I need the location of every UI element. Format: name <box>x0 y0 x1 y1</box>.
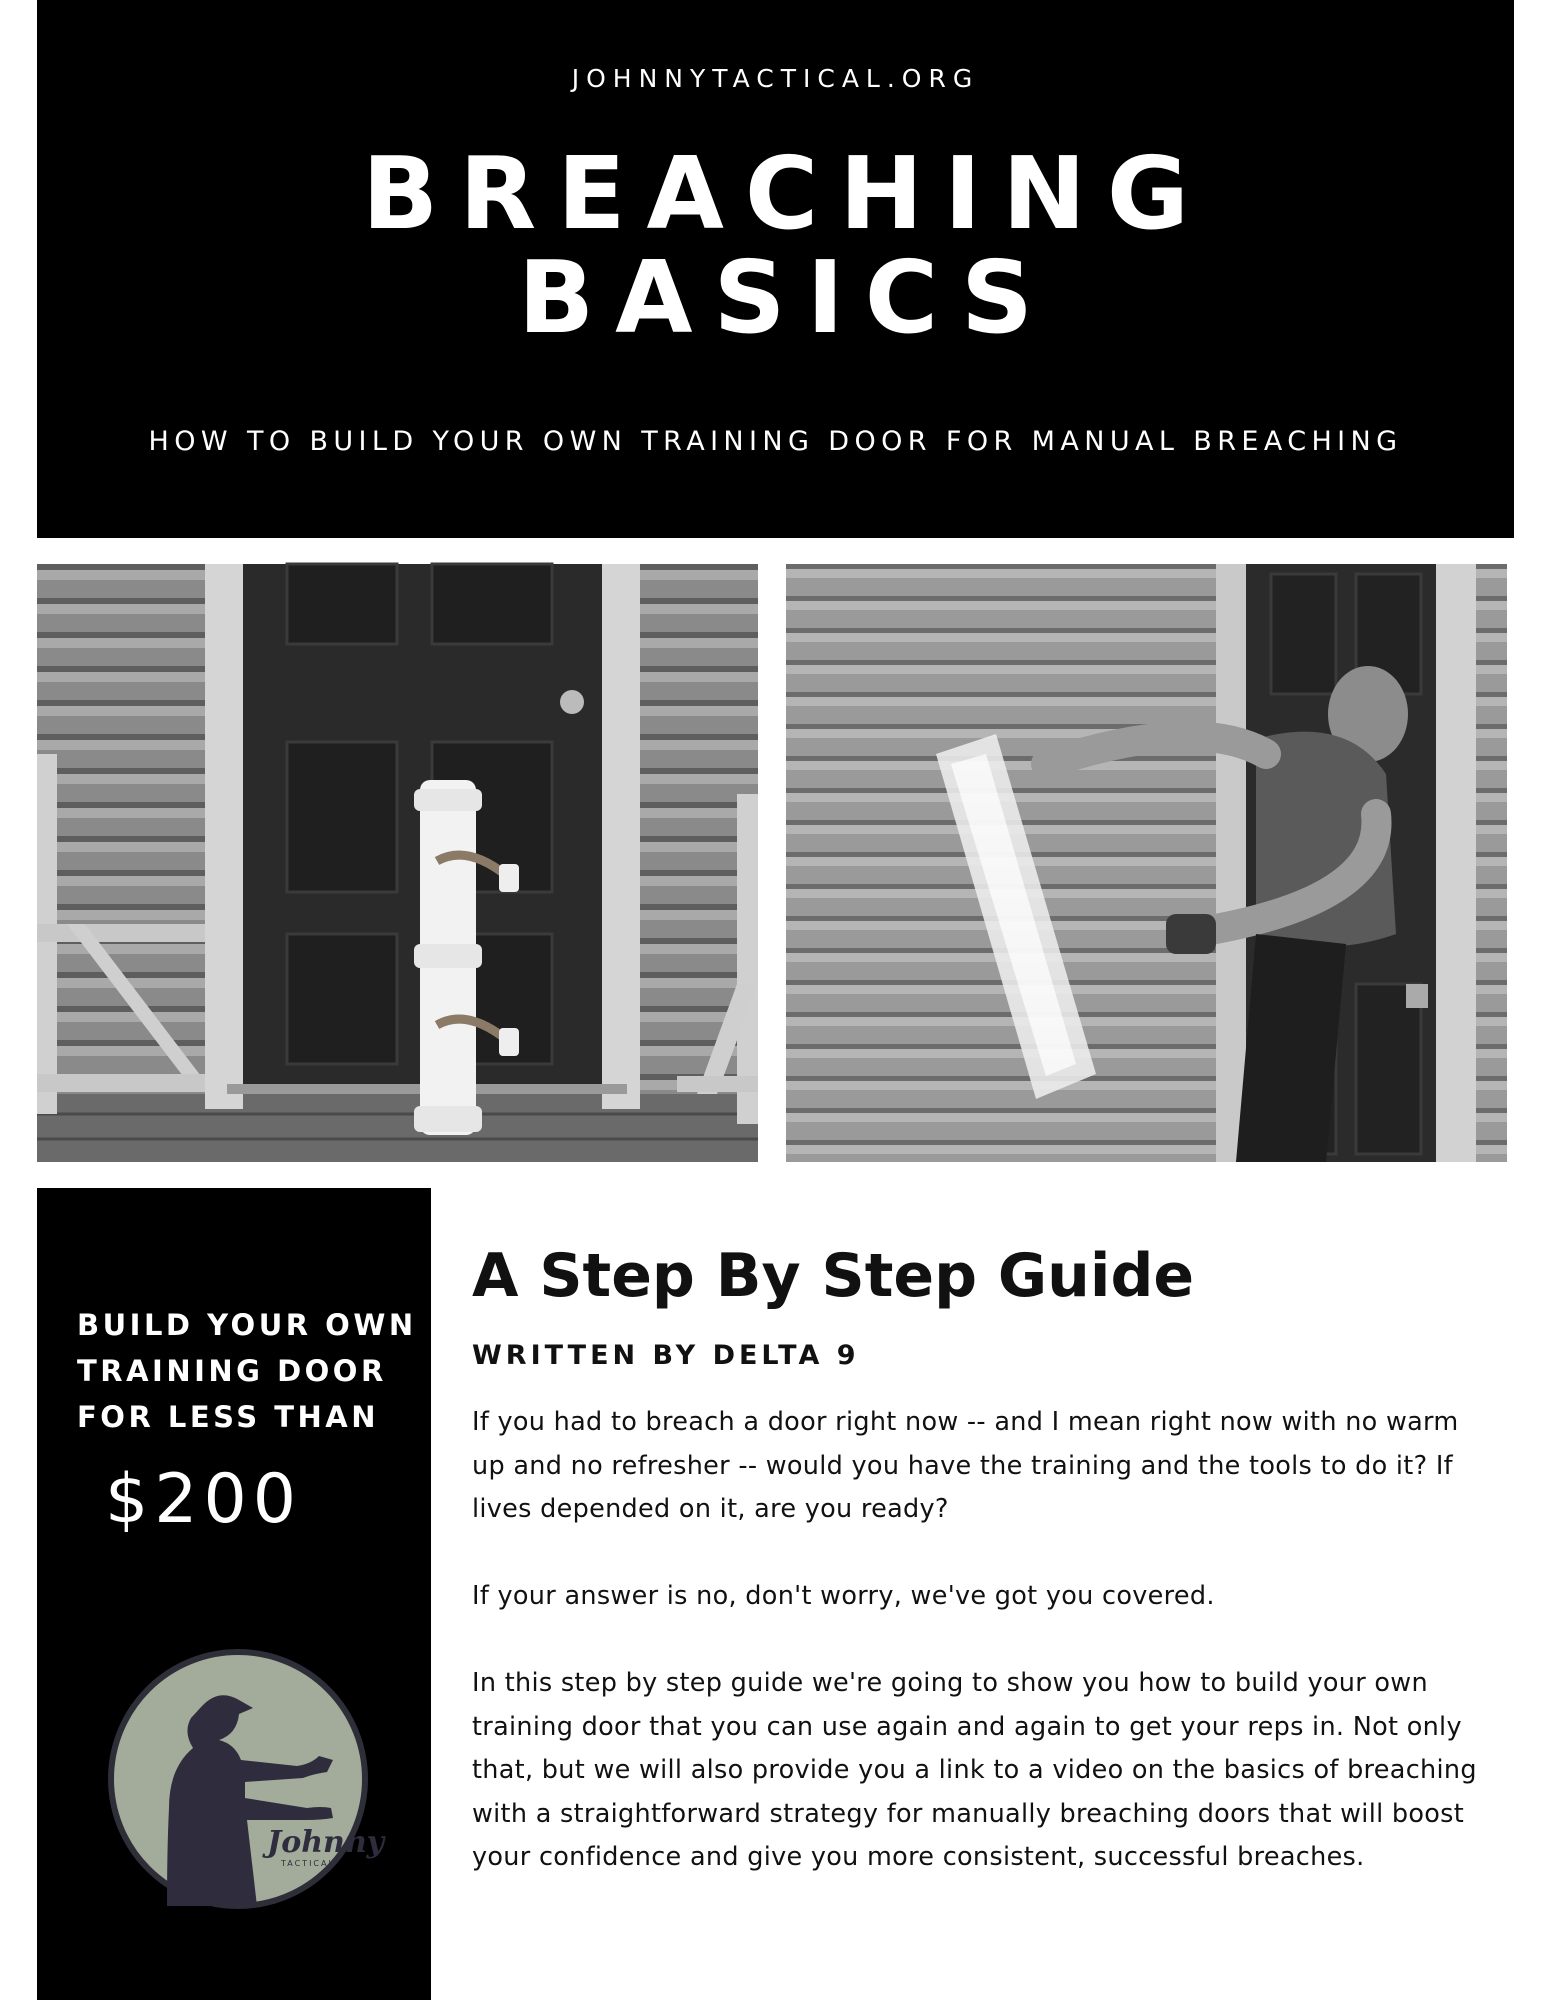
site-url[interactable]: JOHNNYTACTICAL.ORG <box>571 64 980 93</box>
body-text <box>472 1401 1482 1880</box>
promo-sidebar <box>37 1188 431 2000</box>
logo-wordmark: Johnny <box>267 1825 385 1860</box>
breaching-swing-photo <box>786 564 1507 1162</box>
breaching-swing-photo-icon <box>786 564 1507 1162</box>
page-title <box>37 135 1514 356</box>
promo-text: BUILD YOUR OWN TRAINING DOOR FOR LESS THAN <box>77 1308 417 1434</box>
paragraph-1: If you had to breach a door right now -- and I mean right now with no warm up and no refresher -- would you have the training and the tools to do it? If lives depended on it, are you ready? <box>472 1407 1459 1524</box>
logo-subtext: TACTICAL <box>281 1859 335 1868</box>
header-banner <box>37 0 1514 538</box>
main-content <box>472 1240 1492 1923</box>
page-subtitle: HOW TO BUILD YOUR OWN TRAINING DOOR FOR MANUAL BREACHING <box>148 426 1403 457</box>
title-line-2: BASICS <box>517 239 1055 356</box>
title-line-1: BREACHING <box>362 135 1210 252</box>
byline: WRITTEN BY DELTA 9 <box>472 1340 860 1371</box>
guide-title: A Step By Step Guide <box>472 1241 1195 1311</box>
training-door-photo <box>37 564 758 1162</box>
johnny-tactical-logo[interactable] <box>107 1648 385 1910</box>
training-door-photo-icon <box>37 564 758 1162</box>
paragraph-3: In this step by step guide we're going to show you how to build your own training door that you can use again and again to get your reps in. Not only that, but we will also provide you a link to a video on the basics of breaching with a straightforward strategy for manually breaching doors that will boost your confidence and give you more consistent, successful breaches. <box>472 1668 1477 1872</box>
promo-price: $200 <box>105 1460 303 1539</box>
johnny-tactical-logo-icon <box>107 1648 385 1910</box>
paragraph-2: If your answer is no, don't worry, we've got you covered. <box>472 1581 1215 1611</box>
